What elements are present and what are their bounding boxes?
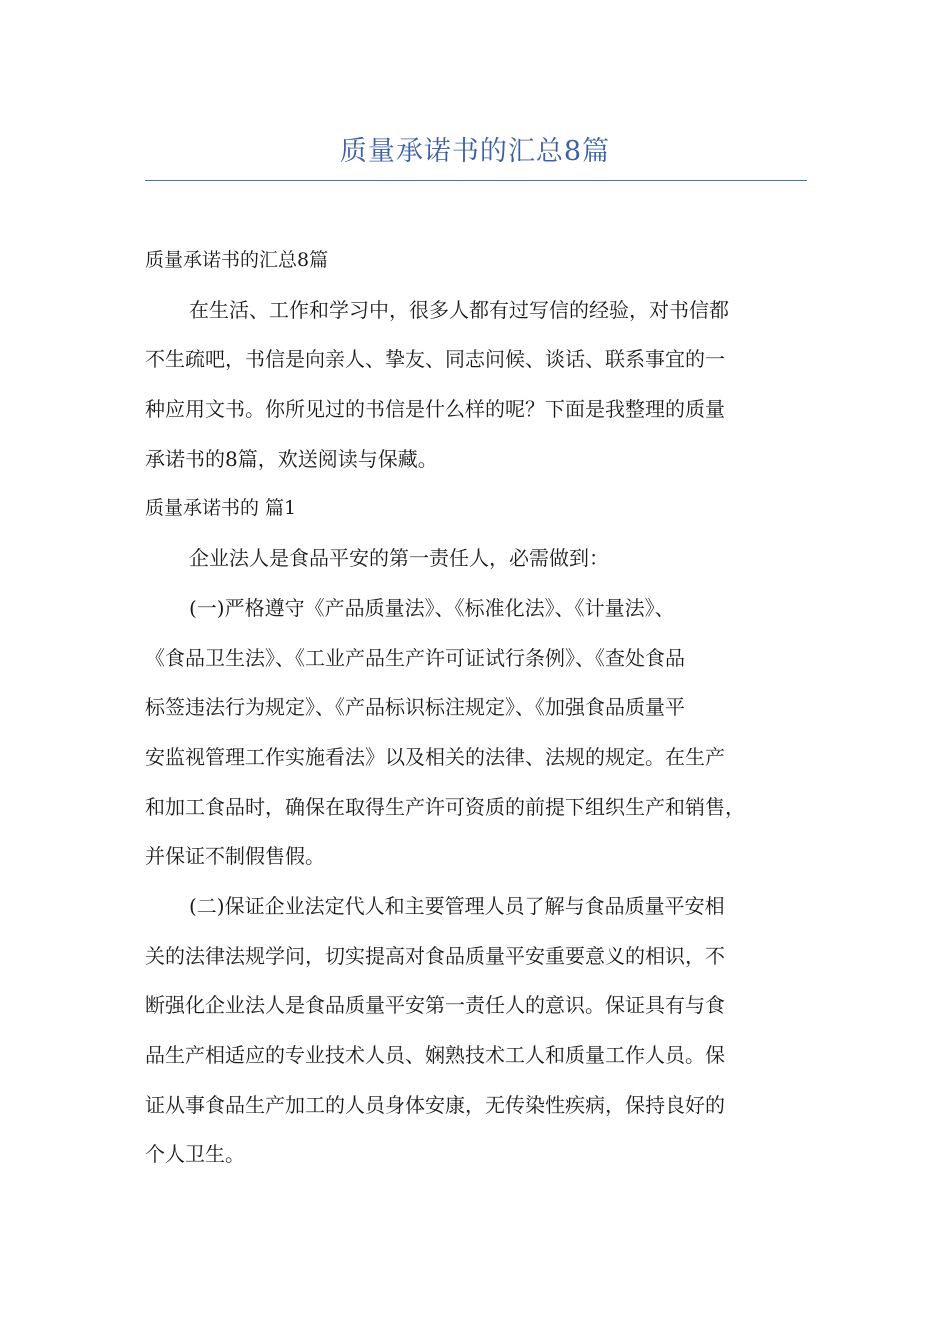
paragraph-line: 断强化企业法人是食品质量平安第一责任人的意识。保证具有与食 <box>145 993 725 1018</box>
paragraph-line: 在生活、工作和学习中，很多人都有过写信的经验，对书信都 <box>189 297 729 322</box>
paragraph-line: 安监视管理工作实施看法》以及相关的法律、法规的规定。在生产 <box>145 744 725 769</box>
paragraph-line: 和加工食品时，确保在取得生产许可资质的前提下组织生产和销售， <box>145 794 745 819</box>
paragraph-line: 不生疏吧，书信是向亲人、挚友、同志问候、谈话、联系事宜的一 <box>145 347 725 372</box>
document-title: 质量承诺书的汇总8篇 <box>339 136 611 167</box>
paragraph-line: 证从事食品生产加工的人员身体安康，无传染性疾病，保持良好的 <box>145 1092 725 1117</box>
paragraph-line: (二)保证企业法定代人和主要管理人员了解与食品质量平安相 <box>189 893 725 918</box>
paragraph-line: 《食品卫生法》、《工业产品生产许可证试行条例》、《查处食品 <box>145 645 685 670</box>
paragraph-line: 并保证不制假售假。 <box>145 844 325 869</box>
paragraph-line: 品生产相适应的专业技术人员、娴熟技术工人和质量工作人员。保 <box>145 1043 725 1067</box>
paragraph-line: 标签违法行为规定》、《产品标识标注规定》、《加强食品质量平 <box>145 695 685 720</box>
paragraph-line: 承诺书的8篇，欢送阅读与保藏。 <box>145 446 438 471</box>
section-heading: 质量承诺书的 篇1 <box>145 497 297 520</box>
document-body <box>145 236 811 1180</box>
title-underline <box>145 180 807 181</box>
paragraph-line: 个人卫生。 <box>145 1142 245 1167</box>
paragraph-line: 企业法人是食品平安的第一责任人，必需做到： <box>189 546 609 571</box>
section-heading: 质量承诺书的汇总8篇 <box>145 249 329 271</box>
paragraph-line: 种应用文书。你所见过的书信是什么样的呢？下面是我整理的质量 <box>145 397 725 422</box>
paragraph-line: (一)严格遵守《产品质量法》、《标准化法》、《计量法》、 <box>189 595 675 620</box>
paragraph-line: 关的法律法规学问，切实提高对食品质量平安重要意义的相识，不 <box>145 943 725 968</box>
